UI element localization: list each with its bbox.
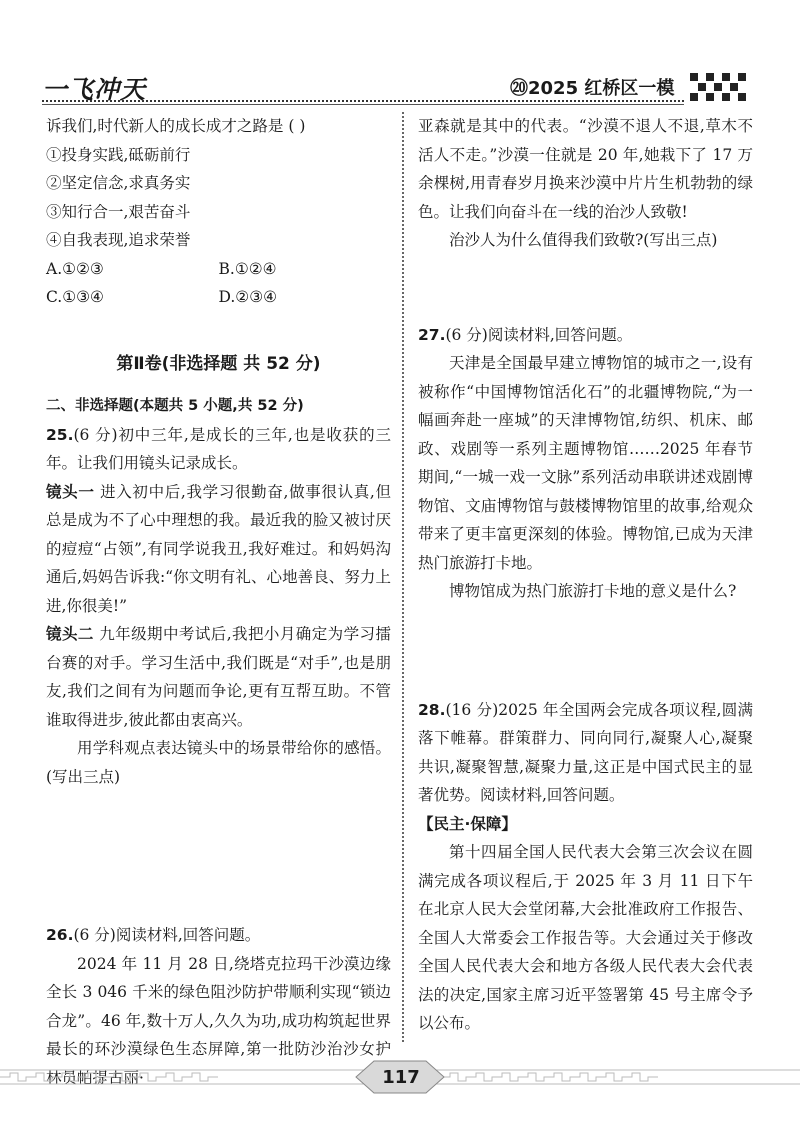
q25-question: 用学科观点表达镜头中的场景带给你的感悟。(写出三点) (46, 739, 391, 786)
q28-text: 第十四届全国人民代表大会第三次会议在圆满完成各项议程后,于 2025 年 3 月 11 日下午在北京人民大会堂闭幕,大会批准政府工作报告、全国人大常委会工作报告等。大会通过关于修改全国人民代表大会和地方各级人民代表大会代表法的决定,国家主席习近平签署第 45 号主席令予以公布。 (418, 843, 753, 1032)
q28-number: 28. (418, 700, 446, 719)
option-3: ③知行合一,艰苦奋斗 (46, 202, 191, 221)
header-divider (42, 100, 684, 102)
q26-question: 治沙人为什么值得我们致敬?(写出三点) (449, 231, 718, 249)
option-4: ④自我表现,追求荣誉 (46, 231, 191, 249)
shot1-label: 镜头一 (46, 482, 95, 501)
q27-number: 27. (418, 325, 446, 344)
answer-space-27 (418, 606, 753, 696)
q26-number: 26. (46, 926, 74, 944)
q25-intro (46, 421, 391, 478)
q25-shot2 (46, 620, 391, 734)
exam-title: ⑳2025 红桥区一模 (510, 78, 675, 99)
q28-intro (418, 696, 753, 810)
q26-continued: 亚森就是其中的代表。“沙漠不退人不退,草木不活人不走。”沙漠一住就是 20 年,她栽下了 17 万余棵树,用青春岁月换来沙漠中片片生机勃勃的绿色。让我们向奋斗在一线的治沙人致敬! (418, 117, 753, 221)
q27-text: 天津是全国最早建立博物馆的城市之一,设有被称作“中国博物馆活化石”的北疆博物院,“为一幅画奔赴一座城”的天津博物馆,纺织、机床、邮政、戏剧等一系列主题博物馆……2025 年春节期间,“一城一戏一文脉”系列活动串联讲述戏剧博物馆、文庙博物馆与鼓楼博物馆里的故事,给观众带来了更丰富更深刻的体验。博物馆,已成为天津热门旅游打卡地。 (418, 354, 753, 572)
q27-question: 博物馆成为热门旅游打卡地的意义是什么? (449, 582, 737, 600)
q25-intro-text: (6 分)初中三年,是成长的三年,也是收获的三年。让我们用镜头记录成长。 (46, 425, 391, 472)
choice-a: A.①②③ (46, 259, 104, 278)
right-column (418, 112, 753, 1038)
q27-intro-text: (6 分)阅读材料,回答问题。 (445, 325, 633, 344)
q25-shot1 (46, 478, 391, 621)
brand-logo: 一飞冲天 (42, 75, 147, 104)
option-1: ①投身实践,砥砺前行 (46, 145, 191, 164)
q27-intro (418, 321, 753, 350)
shot2-label: 镜头二 (46, 625, 94, 643)
choice-d: D.②③④ (218, 288, 277, 306)
q26-intro-text: (6 分)阅读材料,回答问题。 (73, 926, 261, 944)
q28-tag: 【民主·保障】 (418, 814, 517, 833)
shot1-text: 进入初中后,我学习很勤奋,做事很认真,但总是成为不了心中理想的我。最近我的脸又被讨厌的痘痘“占领”,有同学说我丑,我好难过。和妈妈沟通后,妈妈告诉我:“你文明有礼、心地善良、努力上进,你很美!” (46, 482, 391, 615)
checker-pattern-icon (690, 73, 746, 101)
option-2: ②坚定信念,求真务实 (46, 174, 191, 192)
q26-intro (46, 921, 391, 950)
choices-row-1 (46, 255, 391, 284)
q24-tail: 诉我们,时代新人的成长成才之路是 ( ) (46, 117, 306, 135)
choice-b: B.①②④ (218, 259, 277, 278)
q28-intro-text: (16 分)2025 年全国两会完成各项议程,圆满落下帷幕。群策群力、同向同行,凝聚人心,凝聚共识,凝聚智慧,凝聚力量,这正是中国式民主的显著优势。阅读材料,回答问题。 (418, 700, 753, 804)
choice-c: C.①③④ (46, 288, 104, 306)
q25-number: 25. (46, 425, 74, 444)
section-title: 第Ⅱ卷(非选择题 共 52 分) (116, 353, 321, 374)
left-column (46, 112, 391, 1092)
page-number: 117 (382, 1066, 420, 1088)
choices-row-2 (46, 283, 391, 312)
q26-text: 2024 年 11 月 28 日,绕塔克拉玛干沙漠边缘全长 3 046 千米的绿色阻沙防护带顺利实现“锁边合龙”。46 年,数十万人,久久为功,成功构筑起世界最长的环沙漠绿色生态屏障,第一批防沙治沙女护林员帕提古丽· (46, 954, 391, 1087)
shot2-text: 九年级期中考试后,我把小月确定为学习擂台赛的对手。学习生活中,我们既是“对手”,也是朋友,我们之间有为问题而争论,更有互帮互助。不管谁取得进步,彼此都由衷高兴。 (46, 625, 391, 729)
answer-space-25 (46, 791, 391, 921)
column-divider (402, 112, 404, 1042)
answer-space-26 (418, 255, 753, 321)
part-title: 二、非选择题(本题共 5 小题,共 52 分) (46, 398, 304, 414)
header-divider-solid (42, 104, 684, 105)
